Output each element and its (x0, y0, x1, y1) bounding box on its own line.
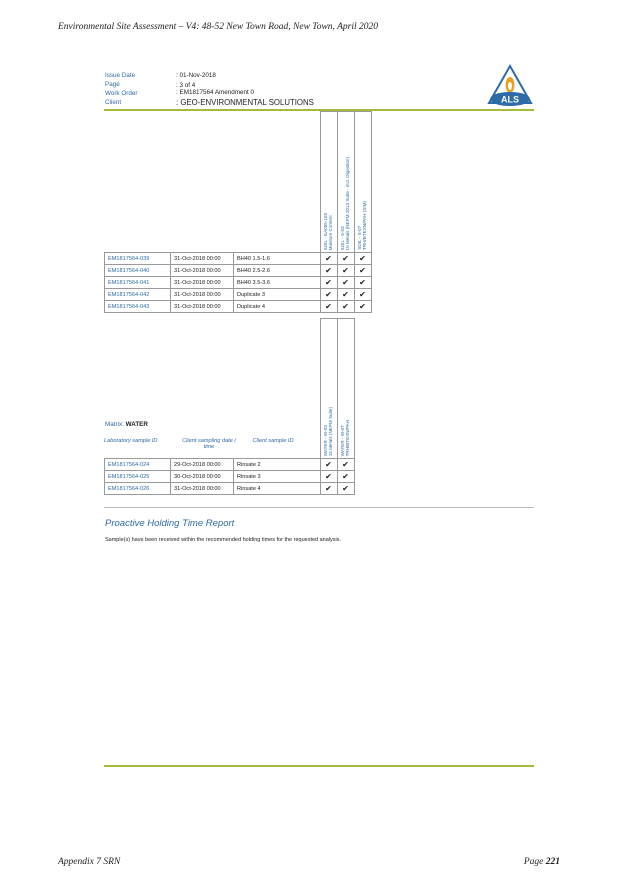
check-mark: ✔ (354, 277, 371, 289)
check-mark: ✔ (354, 253, 371, 265)
check-mark: ✔ (354, 301, 371, 313)
als-logo (486, 63, 534, 109)
col-date: Client sampling date / time (182, 438, 236, 450)
holding-time-text: Sample(s) have been received within the recommended holding times for the requested analysis. (105, 537, 342, 543)
table-cell: 29-Oct-2018 00:00 (171, 459, 234, 471)
table-cell (171, 112, 234, 253)
table-cell (234, 112, 321, 253)
check-mark: ✔ (354, 289, 371, 301)
check-mark: ✔ (337, 301, 354, 313)
table-cell: 31-Oct-2018 00:00 (171, 301, 234, 313)
table-cell: 31-Oct-2018 00:00 (171, 253, 234, 265)
water-header-row (105, 319, 355, 459)
matrix-label: Matrix: WATER (105, 421, 148, 428)
table-cell: Duplicate 4 (234, 301, 321, 313)
table-cell: EM1817564-041 (105, 277, 171, 289)
table-cell (171, 319, 234, 459)
footer-appendix: Appendix 7 SRN (58, 857, 121, 867)
table-row (105, 289, 372, 301)
table-row (105, 277, 372, 289)
check-mark: ✔ (320, 301, 337, 313)
soil-method-header: SOIL - EA055-103 Moisture Content (320, 112, 337, 253)
check-mark: ✔ (337, 459, 354, 471)
table-row (105, 301, 372, 313)
table-cell: EM1817564-025 (105, 471, 171, 483)
table-cell: 30-Oct-2018 00:00 (171, 471, 234, 483)
work-order-label: Work Order (105, 90, 138, 97)
client-value: : GEO-ENVIRONMENTAL SOLUTIONS (176, 98, 314, 107)
check-mark: ✔ (337, 265, 354, 277)
check-mark: ✔ (320, 277, 337, 289)
holding-time-title: Proactive Holding Time Report (105, 518, 235, 529)
table-cell: BH40 3.5-3.6 (234, 277, 321, 289)
check-mark: ✔ (320, 459, 337, 471)
soil-method-header: SOIL - S-03 15 Metals (NEPM 2013 Suite - incl. Digestion) (337, 112, 354, 253)
footer-page: Page 221 (523, 857, 560, 867)
col-lab-id: Laboratory sample ID (104, 438, 158, 444)
check-mark: ✔ (337, 471, 354, 483)
table-cell: Rinsate 2 (234, 459, 321, 471)
check-mark: ✔ (320, 483, 337, 495)
check-mark: ✔ (337, 289, 354, 301)
logo-text: ALS (501, 94, 519, 105)
table-cell: EM1817564-043 (105, 301, 171, 313)
table-cell: 31-Oct-2018 00:00 (171, 289, 234, 301)
check-mark: ✔ (320, 471, 337, 483)
table-cell: 31-Oct-2018 00:00 (171, 483, 234, 495)
table-cell: Duplicate 3 (234, 289, 321, 301)
table-cell (105, 112, 171, 253)
bottom-rule (104, 765, 534, 767)
issue-date-value: : 01-Nov-2018 (176, 72, 216, 79)
table-cell: BH40 2.5-2.6 (234, 265, 321, 277)
page-label: Page (105, 81, 120, 88)
table-cell: Rinsate 4 (234, 483, 321, 495)
water-table (104, 318, 355, 495)
check-mark: ✔ (337, 483, 354, 495)
page-value: : 3 of 4 (176, 82, 196, 89)
table-row (105, 471, 355, 483)
table-cell (234, 319, 321, 459)
table-row (105, 483, 355, 495)
table-cell: Rinsate 3 (234, 471, 321, 483)
table-cell: BH40 1.5-1.6 (234, 253, 321, 265)
table-cell: EM1817564-042 (105, 289, 171, 301)
col-client-id: Client sample ID (252, 438, 294, 444)
work-order-value: : EM1817564 Amendment 0 (176, 89, 255, 96)
table-row (105, 265, 372, 277)
check-mark: ✔ (354, 265, 371, 277)
soil-table (104, 111, 372, 313)
check-mark: ✔ (337, 253, 354, 265)
table-cell: EM1817564-024 (105, 459, 171, 471)
table-cell: 31-Oct-2018 00:00 (171, 277, 234, 289)
page-header: Environmental Site Assessment – V4: 48-52 New Town Road, New Town, April 2020 (58, 22, 379, 32)
soil-method-header: SOIL - S-07 TRH/BTEXN/PAH (SIM) (354, 112, 371, 253)
table-cell: 31-Oct-2018 00:00 (171, 265, 234, 277)
check-mark: ✔ (320, 265, 337, 277)
issue-date-label: Issue Date (105, 72, 136, 79)
client-label: Client (105, 99, 122, 106)
table-cell: EM1817564-026 (105, 483, 171, 495)
check-mark: ✔ (320, 289, 337, 301)
check-mark: ✔ (320, 253, 337, 265)
soil-header-row (105, 112, 372, 253)
water-method-header: WATER - W-07 TRH/BTEXN/PAH (337, 319, 354, 459)
water-method-header: WATER - W-03 15 Metals (NEPM Suite) (320, 319, 337, 459)
table-cell (105, 319, 171, 459)
table-row (105, 253, 372, 265)
table-cell: EM1817564-039 (105, 253, 171, 265)
check-mark: ✔ (337, 277, 354, 289)
section-divider (104, 507, 534, 508)
table-row (105, 459, 355, 471)
table-cell: EM1817564-040 (105, 265, 171, 277)
